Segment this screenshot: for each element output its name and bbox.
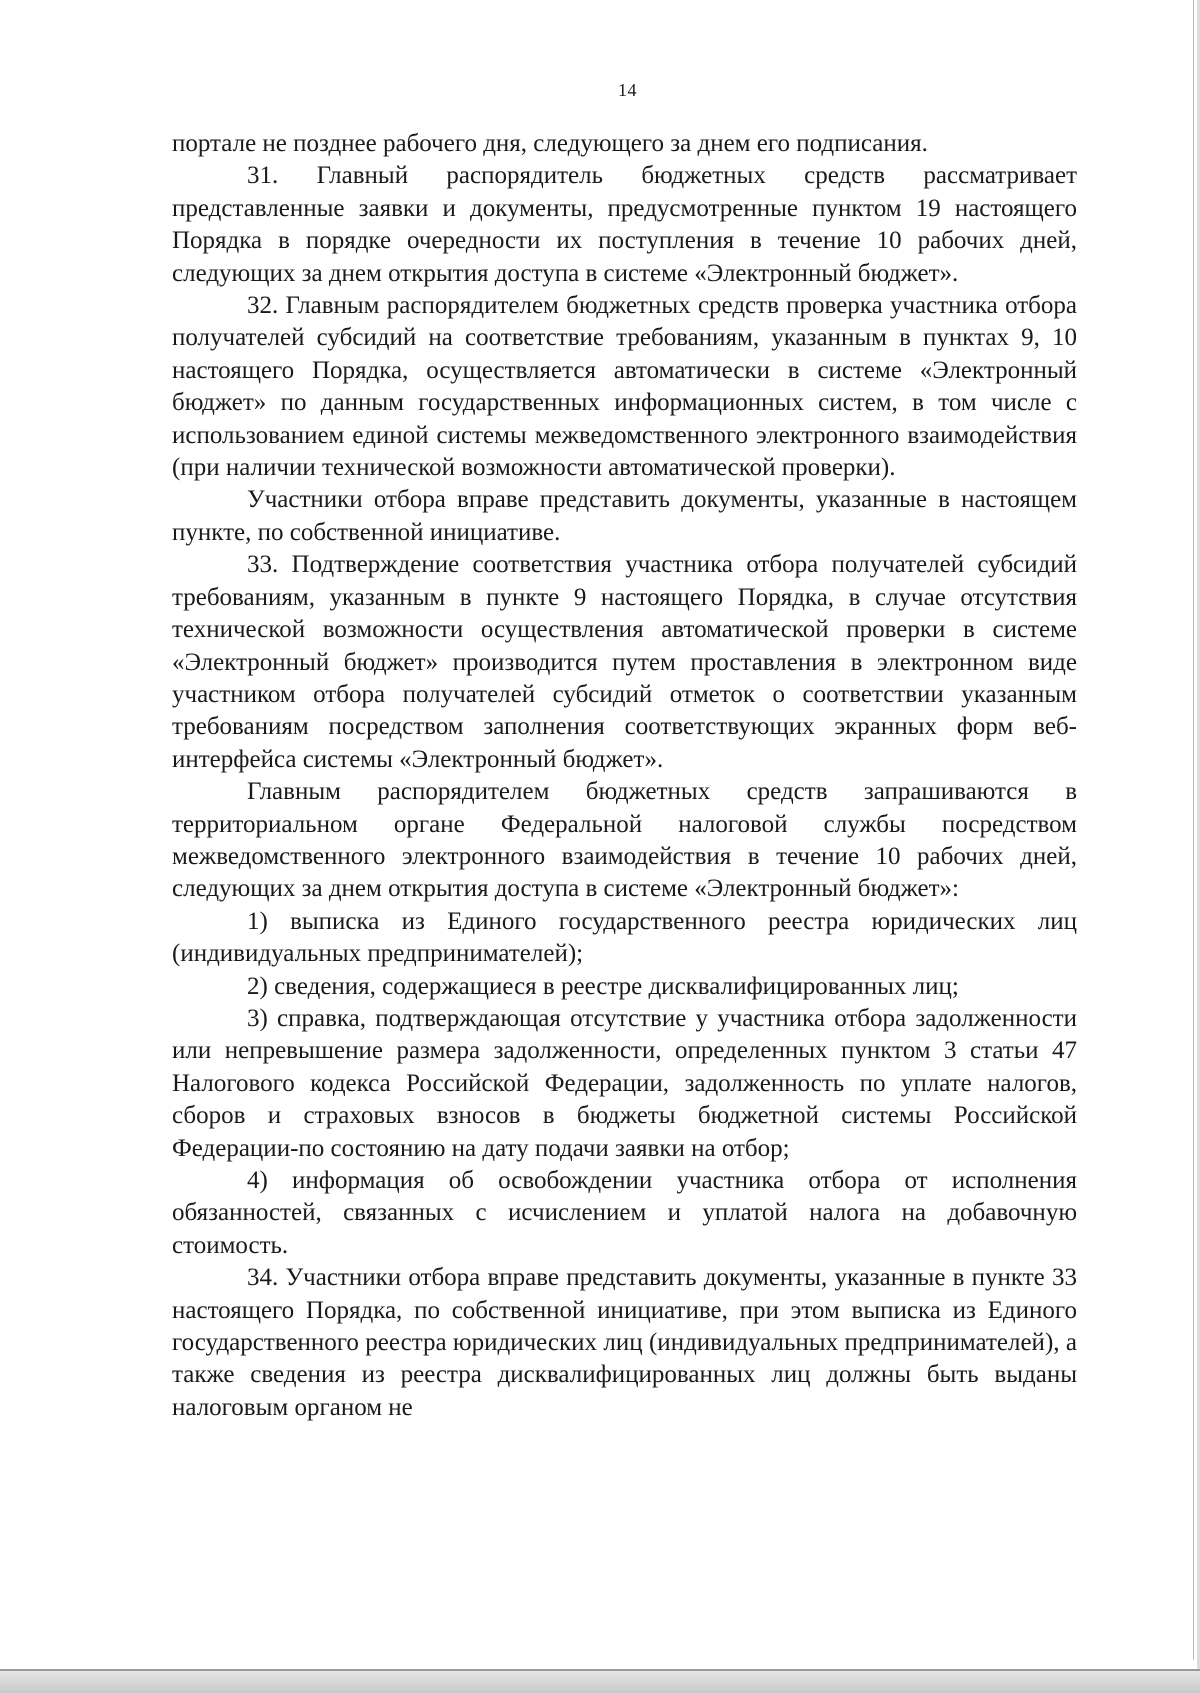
list-item-4: 4) информация об освобождении участника отбора от исполнения обязанностей, связанных с исчислением и уплатой налога на добавочную стоимость.	[172, 1167, 1077, 1259]
document-body	[172, 128, 1077, 1424]
list-item-1: 1) выписка из Единого государственного реестра юридических лиц (индивидуальных предпринимателей);	[172, 907, 1077, 968]
paragraph-33-requests: Главным распорядителем бюджетных средств запрашиваются в территориальном органе Федеральной налоговой службы посредством межведомственного электронного взаимодействия в течение 10 рабочих дней, следующих за днем открытия доступа в системе «Электронный бюджет»:	[172, 778, 1077, 903]
paragraph-continuation: портале не позднее рабочего дня, следующего за днем его подписания.	[172, 130, 928, 157]
paragraph-31: 31. Главный распорядитель бюджетных средств рассматривает представленные заявки и документы, предусмотренные пунктом 19 настоящего Порядка в порядке очередности их поступления в течение 10 рабочих дней, следующих за днем открытия доступа в системе «Электронный бюджет».	[172, 162, 1077, 287]
list-item-3: 3) справка, подтверждающая отсутствие у участника отбора задолженности или непревышение размера задолженности, определенных пунктом 3 статьи 47 Налогового кодекса Российской Федерации, задолженность по уплате налогов, сборов и страховых взносов в бюджеты бюджетной системы Российской Федерации-по состоянию на дату подачи заявки на отбор;	[172, 1004, 1077, 1162]
list-item-2: 2) сведения, содержащиеся в реестре дисквалифицированных лиц;	[247, 972, 959, 1000]
paragraph-32: 32. Главным распорядителем бюджетных средств проверка участника отбора получателей субсидий на соответствие требованиям, указанным в пунктах 9, 10 настоящего Порядка, осуществляется автоматически в системе «Электронный бюджет» по данным государственных информационных систем, в том числе с использованием единой системы межведомственного электронного взаимодействия (при наличии технической возможности автоматической проверки).	[172, 292, 1077, 482]
paragraph-34: 34. Участники отбора вправе представить документы, указанные в пункте 33 настоящего Порядка, по собственной инициативе, при этом выписка из Единого государственного реестра юридических лиц (индивидуальных предпринимателей), а также сведения из реестра дисквалифицированных лиц должны быть выданы налоговым органом не	[172, 1264, 1077, 1421]
scan-edge-shadow	[1193, 0, 1194, 1660]
scan-bottom-border	[0, 1671, 1200, 1693]
page-number: 14	[618, 80, 637, 100]
paragraph-33: 33. Подтверждение соответствия участника отбора получателей субсидий требованиям, указанным в пункте 9 настоящего Порядка, в случае отсутствия технической возможности осуществления автоматической проверки в системе «Электронный бюджет» производится путем проставления в электронном виде участником отбора получателей субсидий отметок о соответствии указанным требованиям посредством заполнения соответствующих экранных форм веб-интерфейса системы «Электронный бюджет».	[172, 551, 1077, 773]
paragraph-32-note: Участники отбора вправе представить документы, указанные в настоящем пункте, по собственной инициативе.	[172, 486, 1077, 546]
